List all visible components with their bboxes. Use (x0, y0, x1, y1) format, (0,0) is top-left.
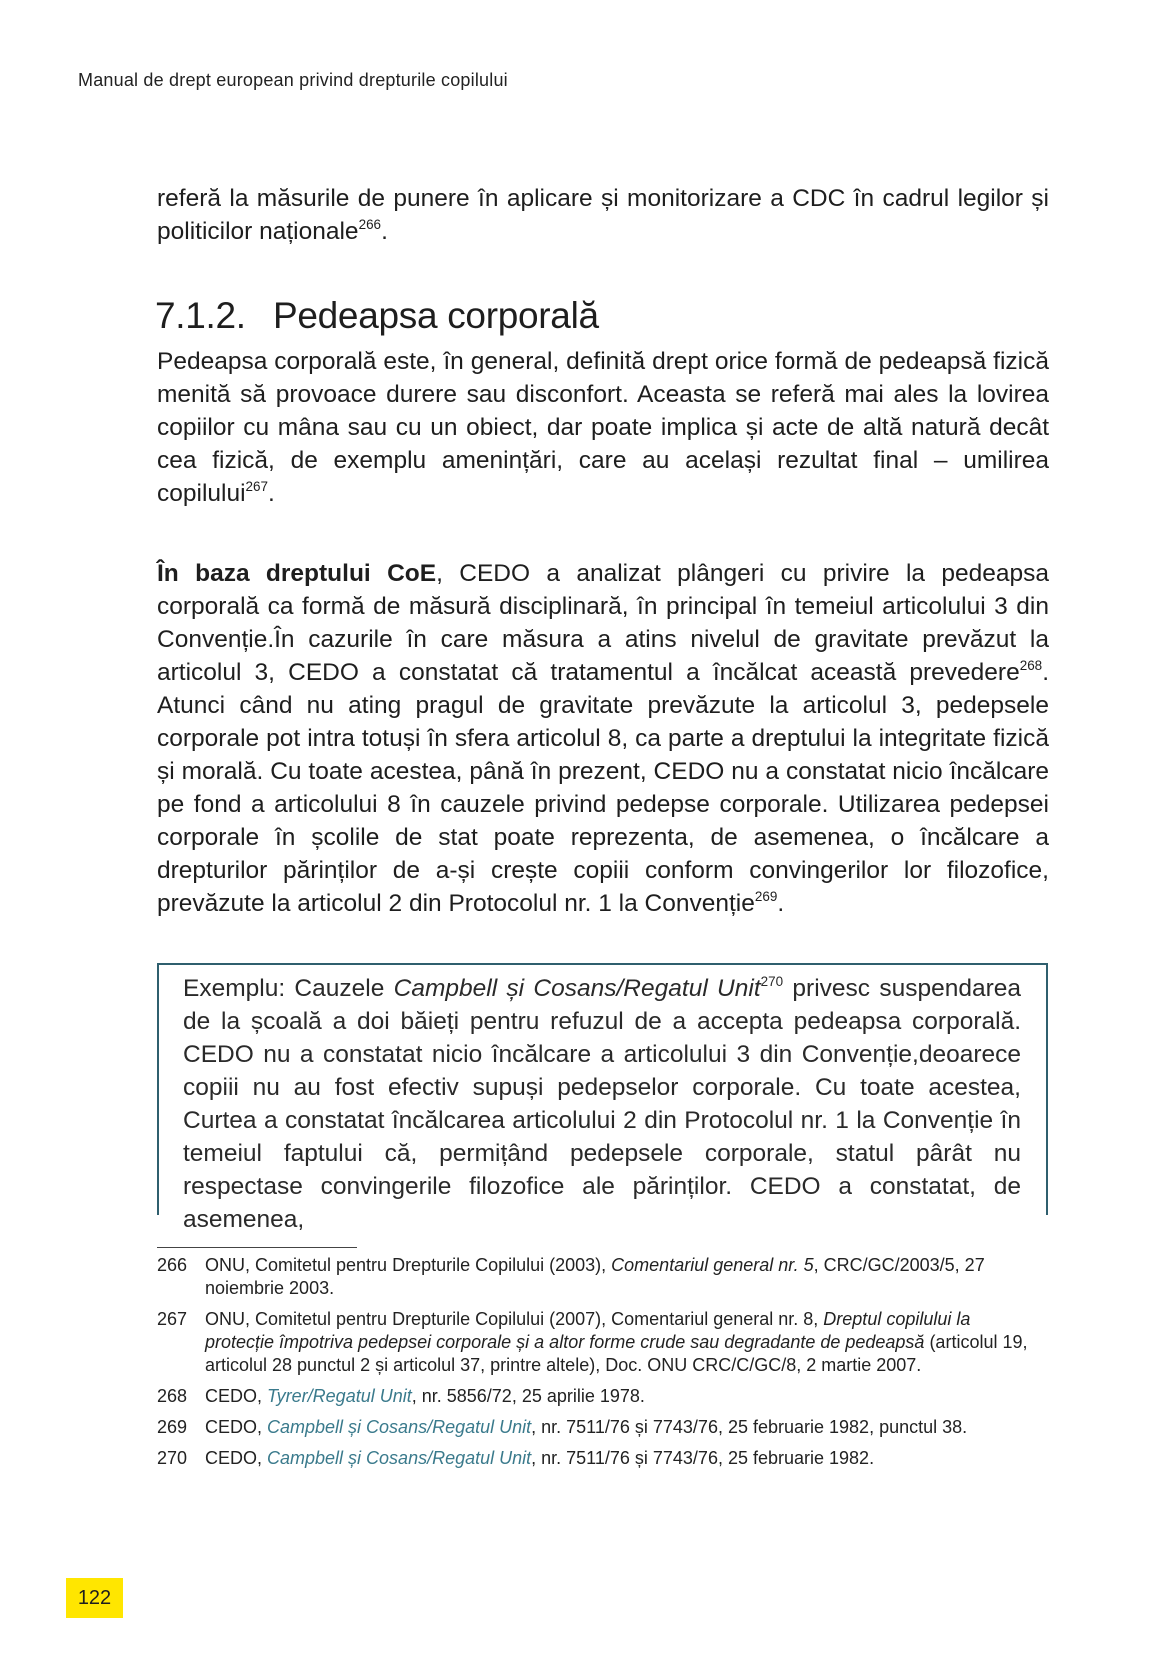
footnote-text-part: (articolul 19, articolul 28 punctul 2 și articolul 37, printre altele), Doc. ONU CRC/C/GC/8, 2 martie 2007. (205, 1332, 1028, 1375)
running-header: Manual de drept european privind drepturile copilului (78, 70, 508, 90)
footnote-text (205, 1308, 1037, 1377)
footnote-text (205, 1416, 1037, 1439)
paragraph-lead: În baza dreptului CoE (157, 560, 437, 587)
footnote-text-part: , nr. 5856/72, 25 aprilie 1978. (411, 1386, 645, 1406)
footnote-text-part: CEDO, (205, 1448, 268, 1468)
footnote-270 (157, 1447, 1037, 1470)
section-title: Pedeapsa corporală (273, 295, 599, 336)
paragraph-definition: Pedeapsa corporală este, în general, definită drept orice formă de pedeapsă fizică menită să provoace durere sau disconfort. Aceasta se referă mai ales la lovirea copiilor cu mâna sau cu un obiect, dar poate implica și acte de altă natură decât cea fizică, de exemplu amenințări, care au același rezultat final – umilirea copilului$^{267}$. (157, 348, 1049, 507)
example-text (183, 972, 1021, 1236)
footnote-text-part: CEDO, (205, 1386, 268, 1406)
page-number: 122 (66, 1578, 123, 1618)
footnote-ref-266[interactable]: 266 (358, 216, 382, 232)
paragraph-coe-part1: , CEDO a analizat plângeri cu privire la pedeapsa corporală ca formă de măsură disciplinară, în principal în temeiul articolului 3 din Convenție.În cazurile în care măsura a atins nivelul de gravitate prevăzut la articolul 3, CEDO a constatat că tratamentul a încălcat această prevedere (157, 560, 1049, 686)
footnote-ref-267[interactable]: 267 (245, 478, 269, 494)
footnote-number: 266 (157, 1255, 188, 1275)
footnote-title: Dreptul copilului la protecție împotriva pedepsei corporale și a altor forme crude sau degradante de pedeapsă (205, 1309, 971, 1352)
footnote-divider (157, 1247, 357, 1248)
paragraph-coe-part2: . Atunci când nu ating pragul de gravitate prevăzute la articolul 3, pedepsele corporale pot intra totuși în sfera articolul 8, ca parte a dreptului la integritate fizică și morală. Cu toate acestea, până în prezent, CEDO nu a constatat nicio încălcare pe fond a articolului 8 în cauzele privind pedepse corporale. Utilizarea pedepsei corporale în școlile de stat poate reprezenta, de asemenea, o încălcare a drepturilor părinților de a-și crește copiii conform convingerilor lor filozofice, prevăzute la articolul 2 din Protocolul nr. 1 la Convenție (157, 659, 1049, 917)
case-link[interactable]: Campbell și Cosans/Regatul Unit (267, 1448, 532, 1468)
footnote-ref-268[interactable]: 268 (1019, 657, 1043, 673)
footnote-text-part: CEDO, (205, 1417, 268, 1437)
footnote-number: 268 (157, 1386, 188, 1406)
paragraph-definition-text: Pedeapsa corporală este, în general, definită drept orice formă de pedeapsă fizică menită să provoace durere sau disconfort. Aceasta se referă mai ales la lovirea copiilor cu mâna sau cu un obiect, dar poate implica și acte de altă natură decât cea fizică, de exemplu amenințări, care au același rezultat final – umilirea copilului (157, 348, 1049, 507)
example-prefix: Exemplu: Cauzele (183, 975, 394, 1002)
case-link[interactable]: Campbell și Cosans/Regatul Unit (267, 1417, 532, 1437)
footnote-number: 270 (157, 1448, 188, 1468)
example-case-name: Campbell și Cosans/Regatul Unit (393, 975, 761, 1002)
case-link[interactable]: Tyrer/Regatul Unit (267, 1386, 412, 1406)
footnote-269 (157, 1416, 1037, 1439)
example-body: privesc suspendarea de la școală a doi băieți pentru refuzul de a accepta pedeapsa corporală. CEDO nu a constatat nicio încălcare a articolului 3 din Convenție,deoarece copiii nu au fost efectiv supuși pedepselor corporale. Cu toate acestea, Curtea a constatat încălcarea articolului 2 din Protocolul nr. 1 la Convenție în temeiul faptului că, permițând pedepsele corporale, statul pârât nu respectase convingerile filozofice ale părinților. CEDO a constatat, de asemenea, (183, 975, 1022, 1233)
paragraph-coe-end: . (777, 890, 785, 917)
intro-paragraph: referă la măsurile de punere în aplicare și monitorizare a CDC în cadrul legilor și politicilor naționale$^{266}$. (157, 185, 1049, 245)
section-number: 7.1.2. (155, 295, 246, 336)
footnote-text (205, 1447, 1037, 1470)
footnote-text-part: ONU, Comitetul pentru Drepturile Copilului (2007), Comentariul general nr. 8, (205, 1309, 824, 1329)
footnote-266 (157, 1254, 1037, 1300)
footnote-text (205, 1385, 1037, 1408)
footnotes (157, 1254, 1037, 1478)
footnote-title: Comentariul general nr. 5 (611, 1255, 814, 1275)
footnote-text-part: ONU, Comitetul pentru Drepturile Copilului (2003), (205, 1255, 612, 1275)
section-heading (155, 295, 599, 337)
footnote-number: 267 (157, 1309, 188, 1329)
footnote-268 (157, 1385, 1037, 1408)
footnote-text-part: , nr. 7511/76 și 7743/76, 25 februarie 1982, punctul 38. (531, 1417, 968, 1437)
footnote-text (205, 1254, 1037, 1300)
example-box (157, 963, 1048, 1233)
intro-text: referă la măsurile de punere în aplicare și monitorizare a CDC în cadrul legilor și politicilor naționale (157, 185, 1049, 245)
footnote-ref-269[interactable]: 269 (754, 888, 778, 904)
paragraph-coe-law (157, 557, 1049, 920)
footnote-267 (157, 1308, 1037, 1377)
footnote-number: 269 (157, 1417, 188, 1437)
footnote-text-part: , CRC/GC/2003/5, 27 noiembrie 2003. (205, 1255, 985, 1298)
footnote-ref-270[interactable]: 270 (760, 973, 784, 989)
footnote-text-part: , nr. 7511/76 și 7743/76, 25 februarie 1982. (531, 1448, 875, 1468)
